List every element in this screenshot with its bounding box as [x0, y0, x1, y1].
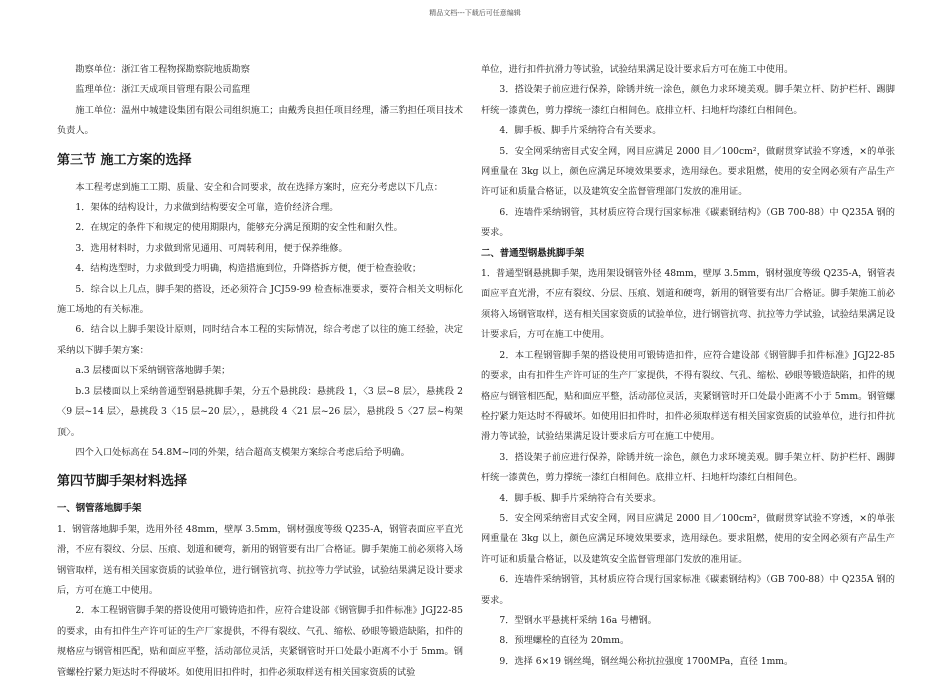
section-4-item-1: 1．钢管落地脚手架，选用外径 48mm，壁厚 3.5mm，钢材强度等级 Q235-A，钢管表面应平直光滑，不应有裂纹、分层、压痕、划道和硬弯，新用的钢管要有出厂合格证。脚手架施工前必须将入场钢管取样，送有相关国家资质的试验单位，进行钢管抗弯、抗拉等力学试验，试验结果满足设计要求后，方可在施工中使用。: [57, 523, 463, 596]
subsection-1-heading: 一、钢管落地脚手架: [57, 503, 142, 515]
item-4-boards: 4．脚手板、脚手片采纳符合有关要求。: [499, 125, 662, 137]
cantilever-item-9: 9．选择 6×19 钢丝绳，钢丝绳公称抗拉强度 1700MPa，直径 1mm。: [499, 655, 794, 667]
cantilever-item-4: 4．脚手板、脚手片采纳符合有关要求。: [499, 492, 662, 504]
section-4-heading: 第四节脚手架材料选择: [57, 474, 188, 490]
cantilever-item-1: 1．普通型钢悬挑脚手架，选用架设钢管外径 48mm，壁厚 3.5mm，钢材强度等级 Q235-A，钢管表面应平直光滑，不应有裂纹、分层、压痕、划道和硬弯，新用的钢管要有出厂合格证。脚手架施工前必须将入场钢管取样，送有相关国家资质的试验单位，进行钢管抗弯、抗拉等力学试验，试验结果满足设计要求后，方可在施工中使用。: [481, 268, 895, 341]
section-3-item-6: 6．结合以上脚手架设计原则，同时结合本工程的实际情况，综合考虑了以往的施工经验，决定采纳以下脚手架方案：: [57, 324, 463, 356]
cantilever-item-8: 8．预埋螺栓的直径为 20mm。: [499, 635, 630, 647]
cantilever-item-2: 2．本工程钢管脚手架的搭设使用可锻铸造扣件，应符合建设部《钢管脚手扣件标准》JGJ22-85 的要求，由有扣件生产许可证的生产厂家提供，不得有裂纹、气孔、缩松、砂眼等锻造缺陷，扣件的规格应与钢管相匹配，贴和面应平整，活动部位灵活，夹紧钢管时开口处最小距离不小于 5mm。钢管螺栓拧紧力矩达时不得破坏。如使用旧扣件时，扣件必须取样送有相关国家资质的试验单位，进行扣件抗滑力等试验，试验结果满足设计要求后方可在施工中使用。: [481, 349, 895, 443]
section-3-heading: 第三节 施工方案的选择: [57, 152, 192, 168]
page-header: 精品文档---下载后可任意编辑: [429, 9, 521, 17]
scheme-c: 四个入口处标高在 54.8M~同的外架，结合超高支模架方案综合考虑后给予明确。: [75, 446, 410, 458]
cantilever-item-3: 3．搭设架子前应进行保养，除锈并统一涂色，颜色力求环境美观。脚手架立杆、防护栏杆、踢脚杆统一漆黄色，剪力撑统一漆红白相间色。底排立杆、扫地杆均漆红白相间色。: [481, 451, 895, 484]
section-3-item-3: 3．选用材料时，力求做到常见通用、可周转利用，便于保养维修。: [75, 242, 348, 254]
section-3-item-2: 2．在规定的条件下和规定的使用期限内，能够充分满足预期的安全性和耐久性。: [75, 222, 403, 234]
construction-unit: 施工单位：温州中城建设集团有限公司组织施工；由戴秀良担任项目经理，潘三豹担任项目技术负责人。: [57, 104, 463, 137]
section-3-item-1: 1．架体的结构设计，力求做到结构要安全可靠，造价经济合理。: [75, 202, 339, 214]
supervision-unit: 监理单位：浙江天成项目管理有限公司监理: [75, 84, 250, 96]
section-3-intro: 本工程考虑到施工工期、质量、安全和合同要求，故在选择方案时，应充分考虑以下几点：: [75, 181, 443, 193]
scheme-a: a.3 层楼面以下采纳钢管落地脚手架；: [75, 365, 231, 377]
continuation-text: 单位，进行扣件抗滑力等试验，试验结果满足设计要求后方可在施工中使用。: [481, 64, 794, 75]
scheme-b: b.3 层楼面以上采纳普通型钢悬挑脚手架，分五个悬挑段：悬挑段 1，〈3 层~8 层〉，悬挑段 2〈9 层~14 层〉，悬挑段 3〈15 层~20 层〉，，悬挑段 4〈21 层~26 层〉，悬挑段 5〈27 层~构架顶〉。: [57, 385, 463, 438]
subsection-2-heading: 二、普通型钢悬挑脚手架: [481, 247, 585, 259]
left-column: [57, 60, 463, 683]
item-3-painting: 3．搭设架子前应进行保养，除锈并统一涂色，颜色力求环境美观。脚手架立杆、防护栏杆、踢脚杆统一漆黄色，剪力撑统一漆红白相间色。底排立杆、扫地杆均漆红白相间色。: [481, 84, 895, 116]
section-4-item-2: 2．本工程钢管脚手架的搭设使用可锻铸造扣件，应符合建设部《钢管脚手扣件标准》JGJ22-85 的要求，由有扣件生产许可证的生产厂家提供，不得有裂纹、气孔、缩松、砂眼等锻造缺陷，扣件的规格应与钢管相匹配，贴和面应平整，活动部位灵活，夹紧钢管时开口处最小距离不小于 5mm。钢管螺栓拧紧力矩达时不得破坏。如使用旧扣件时，扣件必须取样送有相关国家资质的试验: [57, 605, 463, 678]
right-column: [481, 60, 895, 672]
item-6-wall-ties: 6．连墙件采纳钢管，其材质应符合现行国家标准《碳素钢结构》（GB 700-88）中 Q235A 钢的要求。: [481, 206, 895, 239]
survey-unit: 勘察单位：浙江省工程物探勘察院地质勘察: [75, 64, 250, 75]
cantilever-item-6: 6．连墙件采纳钢管，其材质应符合现行国家标准《碳素钢结构》（GB 700-88）中 Q235A 钢的要求。: [481, 574, 895, 606]
section-3-item-5: 5．综合以上几点，脚手架的搭设，还必须符合 JCJ59-99 检查标准要求，要符合相关文明标化施工场地的有关标准。: [57, 283, 463, 316]
cantilever-item-5: 5．安全网采纳密目式安全网，网目应满足 2000 目／100cm²，做耐贯穿试验不穿透，×的单张网重量在 3kg 以上，颜色应满足环境效果要求，选用绿色。要求阻燃，使用的安全网必须有产品生产许可证和质量合格证，以及建筑安全监督管理部门发放的准用证。: [481, 512, 895, 565]
item-5-safety-net: 5．安全网采纳密目式安全网，网目应满足 2000 目／100cm²，做耐贯穿试验不穿透，×的单张网重量在 3kg 以上，颜色应满足环境效果要求，选用绿色。要求阻燃，使用的安全网必须有产品生产许可证和质量合格证，以及建筑安全监督管理部门发放的准用证。: [481, 145, 895, 198]
section-3-item-4: 4．结构选型时，力求做到受力明确，构造措施到位，升降搭拆方便，便于检查验收；: [75, 263, 422, 275]
cantilever-item-7: 7．型钢水平悬挑杆采纳 16a 号槽钢。: [499, 614, 657, 626]
